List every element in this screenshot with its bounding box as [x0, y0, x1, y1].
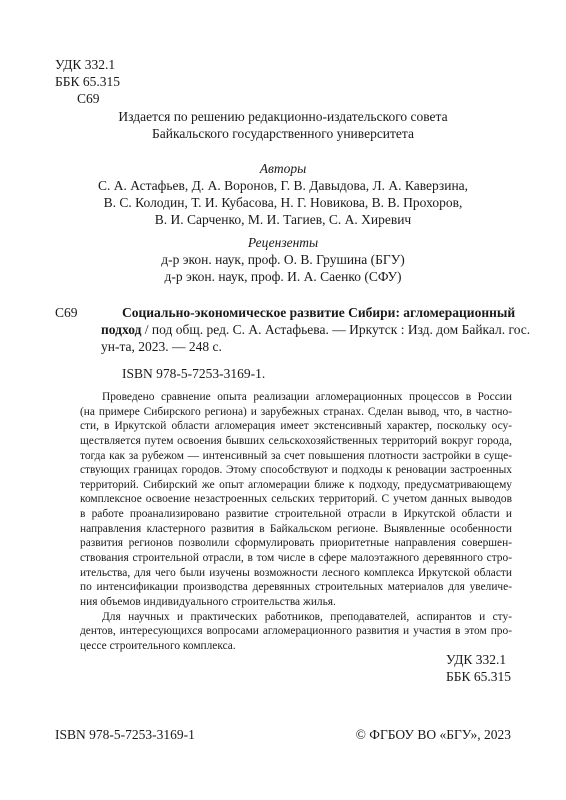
udk-code: УДК 332.1: [55, 57, 116, 72]
abstract-line: ществляется путем освоения бывших сельскохозяйственных территорий вокруг города,: [80, 434, 512, 447]
abstract-line: развития регионов позволили сформулировать приоритетные направления совершен-: [80, 537, 512, 550]
abstract-line: Для научных и практических работников, преподавателей, аспирантов и сту-: [102, 610, 512, 623]
abstract: [80, 390, 512, 654]
bib-line-2: [101, 321, 530, 338]
abstract-line: направления кластерного развития в Байкальском регионе. Выявленные особенности: [80, 522, 512, 535]
abstract-line: территорий. Сибирский же опыт агломерации ближе к подходу, предусматривающему: [80, 478, 512, 491]
publisher-note-line-1: Издается по решению редакционно-издательского совета: [118, 109, 448, 124]
abstract-line: ствующих границах городов. Этому способствуют и подходы к реновации застроенных: [80, 464, 512, 477]
abstract-line: ния объемов индивидуального строительства жилья.: [80, 595, 336, 608]
footer-isbn: ISBN 978-5-7253-3169-1: [55, 727, 195, 742]
bib-author-mark: С69: [55, 305, 78, 320]
bib-edition-info: / под общ. ред. С. А. Астафьева. — Иркутск : Изд. дом Байкал. гос.: [141, 322, 531, 337]
bottom-udk-code: УДК 332.1: [446, 652, 507, 667]
abstract-line: сти, в Иркутской области агломерация имеет экстенсивный характер, поскольку осу-: [80, 420, 512, 433]
authors-line-2: В. С. Колодин, Т. И. Кубасова, Н. Г. Новикова, В. В. Прохоров,: [103, 195, 463, 210]
abstract-line: дентов, интересующихся вопросами агломерационного развития и участия в этом про-: [80, 625, 512, 638]
abstract-line: комплексное освоение незастроенных сельских территорий. С учетом данных выводов: [80, 493, 512, 506]
abstract-line: тогда как за рубежом — интенсивный за счет повышения плотности застройки в суще-: [80, 449, 512, 462]
abstract-line: (на примере Сибирского региона) и зарубежных странах. Сделан вывод, что, в частно-: [80, 405, 512, 418]
bottom-bbk-code: ББК 65.315: [446, 669, 512, 684]
bib-isbn: ISBN 978-5-7253-3169-1.: [122, 366, 266, 381]
abstract-paragraph-1: [80, 390, 512, 610]
reviewer-line-2: д-р экон. наук, проф. И. А. Саенко (СФУ): [164, 269, 402, 284]
abstract-line: Проведено сравнение опыта реализации агломерационных процессов в России: [102, 391, 512, 403]
authors-line-1: С. А. Астафьев, Д. А. Воронов, Г. В. Давыдова, Л. А. Каверзина,: [97, 178, 469, 193]
abstract-line: по интенсификации производства деревянных строительных материалов для увеличе-: [80, 581, 512, 594]
reviewers-heading: Рецензенты: [247, 235, 319, 250]
bib-line-3: ун-та, 2023. — 248 с.: [101, 339, 222, 354]
publisher-note-line-2: Байкальского государственного университета: [152, 126, 414, 141]
bbk-code: ББК 65.315: [55, 74, 121, 89]
bib-title-line-2: подход: [101, 322, 142, 337]
bib-title-line-1: Социально-экономическое развитие Сибири: агломерационный: [122, 305, 516, 320]
footer-copyright: © ФГБОУ ВО «БГУ», 2023: [355, 727, 511, 742]
abstract-line: ительства, для чего были изучены возможности лесного комплекса Иркутской области: [80, 566, 512, 579]
authors-heading: Авторы: [259, 161, 307, 176]
abstract-line: цессе строительного комплекса.: [80, 639, 236, 652]
authors-line-3: В. И. Сарченко, М. И. Тагиев, С. А. Хиревич: [154, 212, 412, 227]
abstract-line: в работе проанализировано развитие строительной отрасли в Иркутской области и: [80, 508, 512, 521]
reviewer-line-1: д-р экон. наук, проф. О. В. Грушина (БГУ): [161, 252, 405, 267]
author-mark: С69: [77, 91, 100, 106]
abstract-paragraph-2: [80, 610, 512, 654]
abstract-line: ствования строительной отрасли, в том числе в сфере малоэтажного деревянного стро-: [80, 552, 512, 565]
